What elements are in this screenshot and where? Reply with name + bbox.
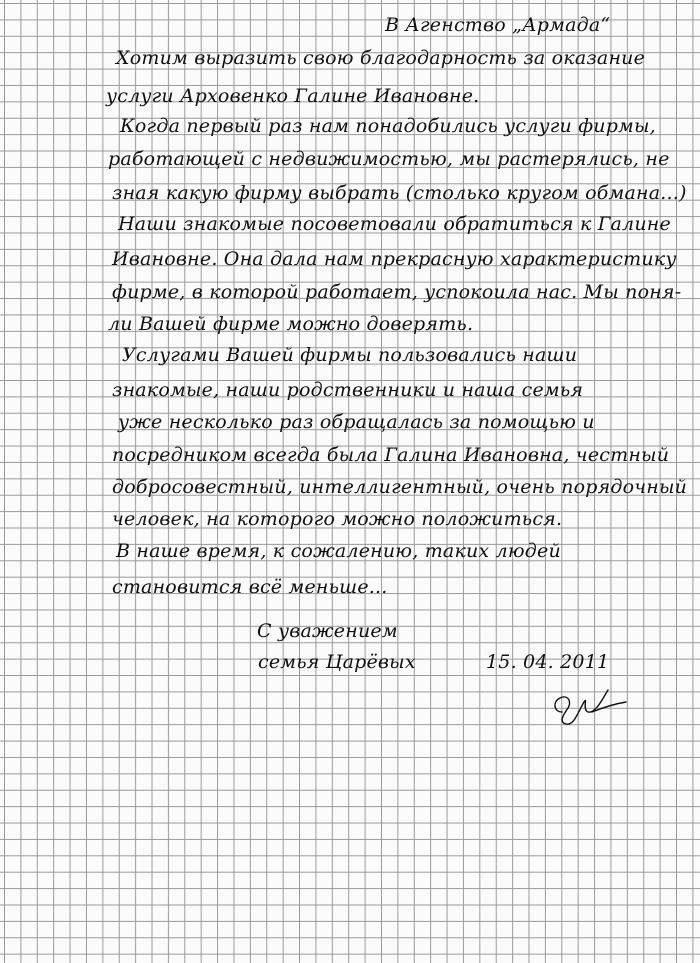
letter-line: фирме, в которой работает, успокоила нас. Мы поня- bbox=[112, 281, 682, 303]
letter-line: Услугами Вашей фирмы пользовались наши bbox=[122, 344, 578, 366]
letter-line: Хотим выразить свою благодарность за оказание bbox=[116, 47, 646, 69]
letter-line: В наше время, к сожалению, таких людей bbox=[116, 540, 561, 562]
letter-line: услуги Арховенко Галине Ивановне. bbox=[106, 85, 480, 107]
letter-line: уже несколько раз обращалась за помощью и bbox=[118, 411, 595, 433]
letter-line: Ивановне. Она дала нам прекрасную характеристику bbox=[112, 248, 677, 270]
letter-addressee: В Агенство „Армада“ bbox=[385, 14, 611, 36]
letter-line: становится всё меньше... bbox=[112, 576, 388, 598]
letter-line: добросовестный, интеллигентный, очень порядочный bbox=[112, 476, 688, 498]
letter-line: человек, на которого можно положиться. bbox=[112, 508, 563, 530]
letter-date: 15. 04. 2011 bbox=[486, 651, 610, 673]
letter-line: Когда первый раз нам понадобились услуги фирмы, bbox=[120, 115, 656, 137]
handwritten-signature bbox=[548, 682, 628, 726]
letter-closing: С уважением bbox=[257, 620, 398, 642]
letter-line: зная какую фирму выбрать (столько кругом обмана...) bbox=[112, 182, 687, 204]
letter-line: работающей с недвижимостью, мы растерялись, не bbox=[108, 148, 670, 170]
letter-line: знакомые, наши родственники и наша семья bbox=[112, 379, 584, 401]
letter-line: ли Вашей фирме можно доверять. bbox=[108, 313, 474, 335]
letter-signer: семья Царёвых bbox=[258, 651, 416, 673]
letter-line: посредником всегда была Галина Ивановна, честный bbox=[112, 444, 670, 466]
letter-line: Наши знакомые посоветовали обратиться к Галине bbox=[118, 213, 671, 235]
